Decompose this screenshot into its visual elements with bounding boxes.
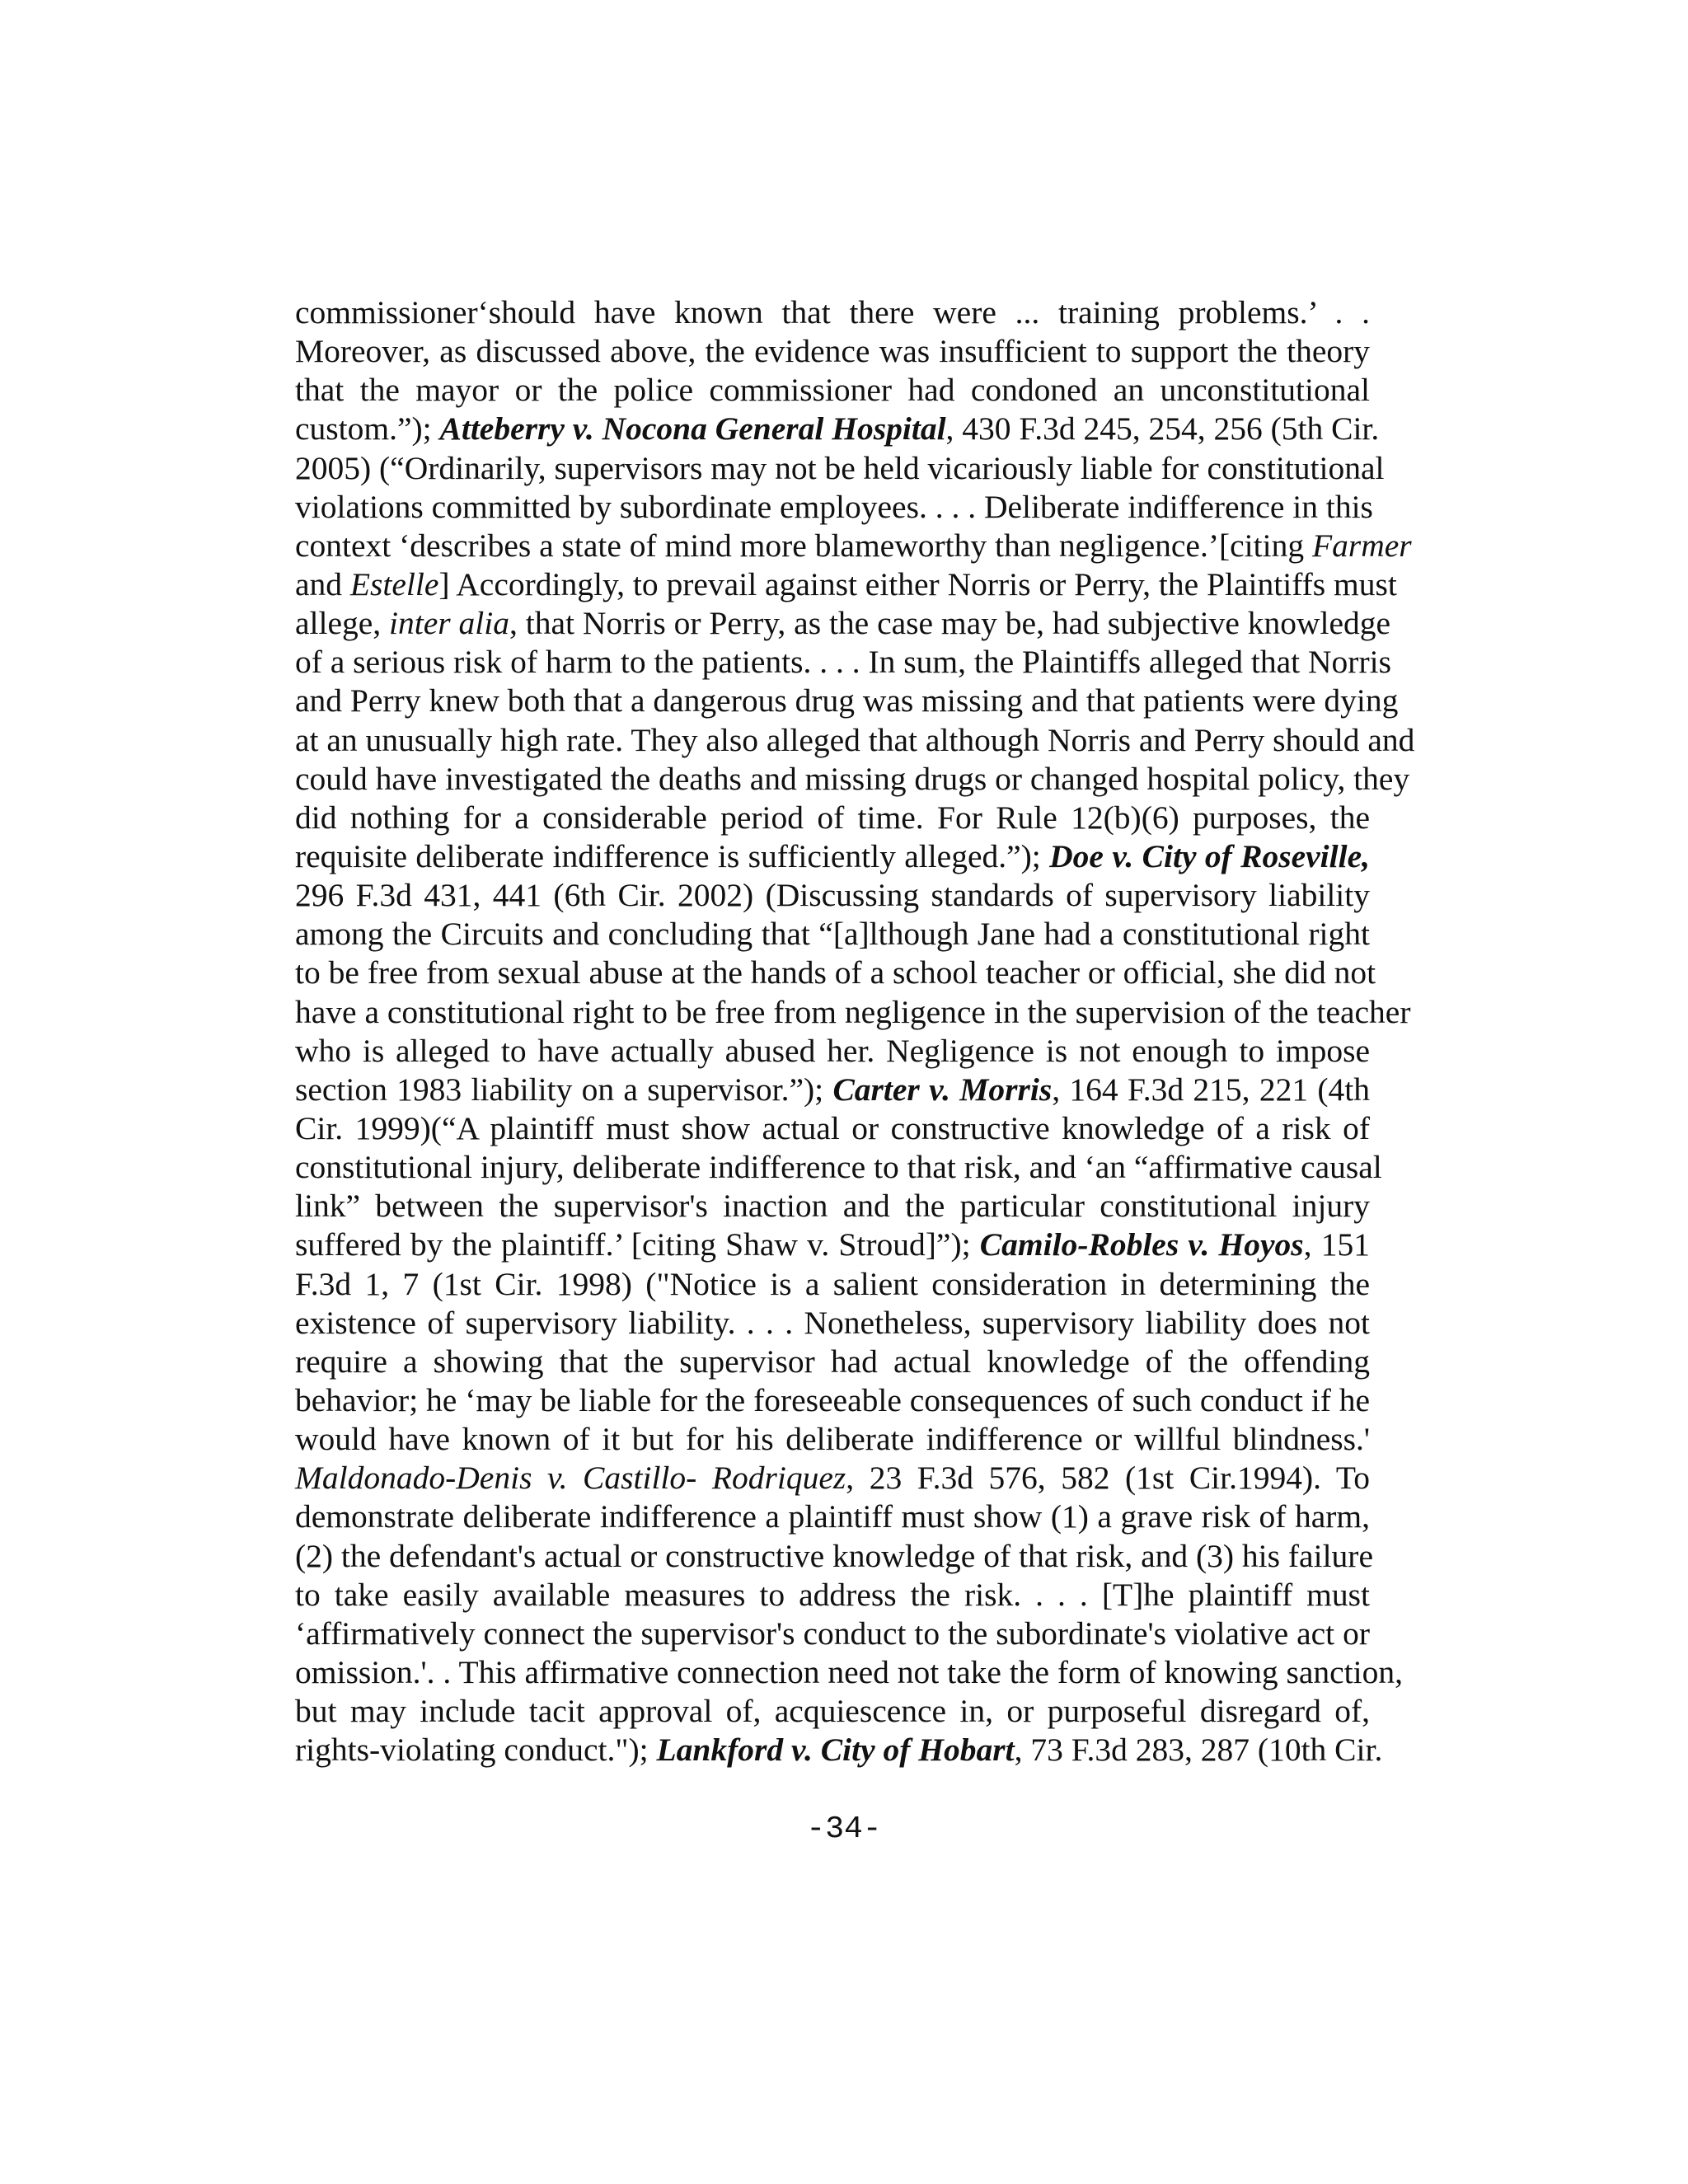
- text-segment: but may include tacit approval of, acquiescence in, or purposeful disregard of,: [295, 1693, 1370, 1730]
- text-segment: custom.”);: [295, 410, 440, 448]
- text-line: [295, 1615, 1370, 1653]
- text-line: [295, 1226, 1370, 1264]
- text-segment: to take easily available measures to address the risk. . . . [T]he plaintiff must: [295, 1576, 1370, 1613]
- text-line: [295, 954, 1376, 992]
- text-segment: F.3d 1, 7 (1st Cir. 1998) ("Notice is a salient consideration in determining the: [295, 1265, 1370, 1302]
- text-segment: rights-violating conduct.");: [295, 1732, 657, 1769]
- text-line: [295, 1071, 1370, 1109]
- case-citation: Camilo-Robles v. Hoyos: [979, 1226, 1304, 1263]
- text-segment: (2) the defendant's actual or constructive knowledge of that risk, and (3) his failure: [295, 1537, 1373, 1574]
- text-segment: suffered by the plaintiff.’ [citing Shaw v. Stroud]”);: [295, 1226, 980, 1263]
- text-segment: ‘affirmatively connect the supervisor's conduct to the subordinate's violative act or: [295, 1615, 1370, 1652]
- text-line: [295, 565, 1397, 604]
- text-line: [295, 488, 1373, 527]
- text-line: [295, 527, 1412, 565]
- text-line: [295, 410, 1380, 448]
- text-segment: allege,: [295, 605, 390, 642]
- text-line: [295, 915, 1370, 954]
- text-segment: who is alleged to have actually abused her. Negligence is not enough to impose: [295, 1032, 1370, 1069]
- text-segment: did nothing for a considerable period of time. For Rule 12(b)(6) purposes, the: [295, 799, 1370, 836]
- text-line: [295, 837, 1370, 876]
- text-segment: 2005) (“Ordinarily, supervisors may not be held vicariously liable for constitutional: [295, 449, 1385, 486]
- text-line: [295, 721, 1415, 760]
- text-line: [295, 1653, 1403, 1692]
- text-line: [295, 1381, 1370, 1420]
- text-segment: ] Accordingly, to prevail against either Norris or Perry, the Plaintiffs must: [438, 565, 1397, 602]
- text-segment: requisite deliberate indifference is sufficiently alleged.”);: [295, 837, 1050, 874]
- text-line: [295, 1537, 1373, 1576]
- text-line: [295, 1731, 1383, 1769]
- text-line: [295, 1692, 1370, 1731]
- text-segment: and Perry knew both that a dangerous drug was missing and that patients were dying: [295, 682, 1399, 719]
- italic-text: Maldonado-Denis v. Castillo- Rodriquez: [295, 1460, 846, 1497]
- text-segment: require a showing that the supervisor had actual knowledge of the offending: [295, 1343, 1370, 1380]
- text-segment: and: [295, 565, 350, 602]
- text-segment: could have investigated the deaths and missing drugs or changed hospital policy, they: [295, 760, 1410, 797]
- text-line: [295, 760, 1410, 799]
- italic-text: Farmer: [1311, 527, 1412, 564]
- text-line: [295, 1148, 1382, 1187]
- text-segment: have a constitutional right to be free from negligence in the supervision of the teacher: [295, 993, 1411, 1030]
- text-segment: , 430 F.3d 245, 254, 256 (5th Cir.: [945, 410, 1380, 448]
- text-segment: Moreover, as discussed above, the evidence was insufficient to support the theory: [295, 333, 1370, 370]
- text-segment: link” between the supervisor's inaction and the particular constitutional injury: [295, 1188, 1370, 1225]
- italic-text: inter alia: [389, 605, 509, 642]
- text-segment: constitutional injury, deliberate indifference to that risk, and ‘an “affirmative causal: [295, 1149, 1382, 1186]
- text-line: [295, 1265, 1370, 1304]
- text-segment: existence of supervisory liability. . . . Nonetheless, supervisory liability does not: [295, 1304, 1370, 1341]
- text-line: [295, 604, 1391, 643]
- text-segment: to be free from sexual abuse at the hands of a school teacher or official, she did not: [295, 954, 1376, 991]
- text-line: [295, 1497, 1370, 1536]
- text-segment: omission.'. . This affirmative connection need not take the form of knowing sanction,: [295, 1653, 1403, 1690]
- text-segment: , 73 F.3d 283, 287 (10th Cir.: [1014, 1732, 1383, 1769]
- text-line: [295, 1187, 1370, 1226]
- italic-text: Estelle: [349, 565, 439, 602]
- text-line: [295, 1343, 1370, 1381]
- text-segment: behavior; he ‘may be liable for the foreseeable consequences of such conduct if he: [295, 1381, 1371, 1418]
- text-line: [295, 799, 1370, 837]
- text-line: [295, 1459, 1370, 1497]
- text-segment: section 1983 liability on a supervisor.”);: [295, 1071, 833, 1108]
- text-segment: at an unusually high rate. They also alleged that although Norris and Perry should and: [295, 721, 1415, 758]
- text-segment: violations committed by subordinate employees. . . . Deliberate indifference in this: [295, 488, 1373, 525]
- text-segment: would have known of it but for his deliberate indifference or willful blindness.': [295, 1421, 1370, 1458]
- case-citation: Doe v. City of Roseville,: [1049, 837, 1370, 874]
- text-line: [295, 1576, 1370, 1615]
- text-line: [295, 1109, 1370, 1148]
- case-citation: Atteberry v. Nocona General Hospital: [439, 410, 946, 448]
- text-segment: , 151: [1303, 1226, 1370, 1263]
- text-line: [295, 876, 1370, 915]
- text-segment: Cir. 1999)(“A plaintiff must show actual or constructive knowledge of a risk of: [295, 1109, 1370, 1146]
- text-line: [295, 1420, 1370, 1459]
- text-line: [295, 332, 1370, 371]
- body-text: [295, 293, 1415, 1769]
- text-segment: that the mayor or the police commissioner had condoned an unconstitutional: [295, 372, 1370, 409]
- text-segment: among the Circuits and concluding that “[a]lthough Jane had a constitutional right: [295, 916, 1370, 953]
- text-segment: , 164 F.3d 215, 221 (4th: [1052, 1071, 1371, 1108]
- page-number: -34-: [806, 1811, 882, 1847]
- text-segment: , that Norris or Perry, as the case may be, had subjective knowledge: [509, 605, 1391, 642]
- case-citation: Lankford v. City of Hobart: [656, 1732, 1015, 1769]
- text-segment: commissioner‘should have known that there were ... training problems.’ . .: [295, 294, 1370, 330]
- text-line: [295, 371, 1370, 410]
- text-segment: demonstrate deliberate indifference a plaintiff must show (1) a grave risk of harm,: [295, 1498, 1370, 1535]
- text-segment: of a serious risk of harm to the patients. . . . In sum, the Plaintiffs alleged that Norris: [295, 644, 1391, 681]
- text-segment: , 23 F.3d 576, 582 (1st Cir.1994). To: [846, 1460, 1370, 1497]
- text-line: [295, 682, 1399, 720]
- text-segment: context ‘describes a state of mind more blameworthy than negligence.’[citing: [295, 527, 1312, 564]
- text-line: [295, 293, 1370, 332]
- text-line: [295, 993, 1411, 1032]
- text-line: [295, 1304, 1370, 1343]
- text-line: [295, 643, 1391, 682]
- text-segment: 296 F.3d 431, 441 (6th Cir. 2002) (Discussing standards of supervisory liability: [295, 877, 1370, 914]
- text-line: [295, 1032, 1370, 1071]
- case-citation: Carter v. Morris: [832, 1071, 1053, 1108]
- text-line: [295, 449, 1385, 488]
